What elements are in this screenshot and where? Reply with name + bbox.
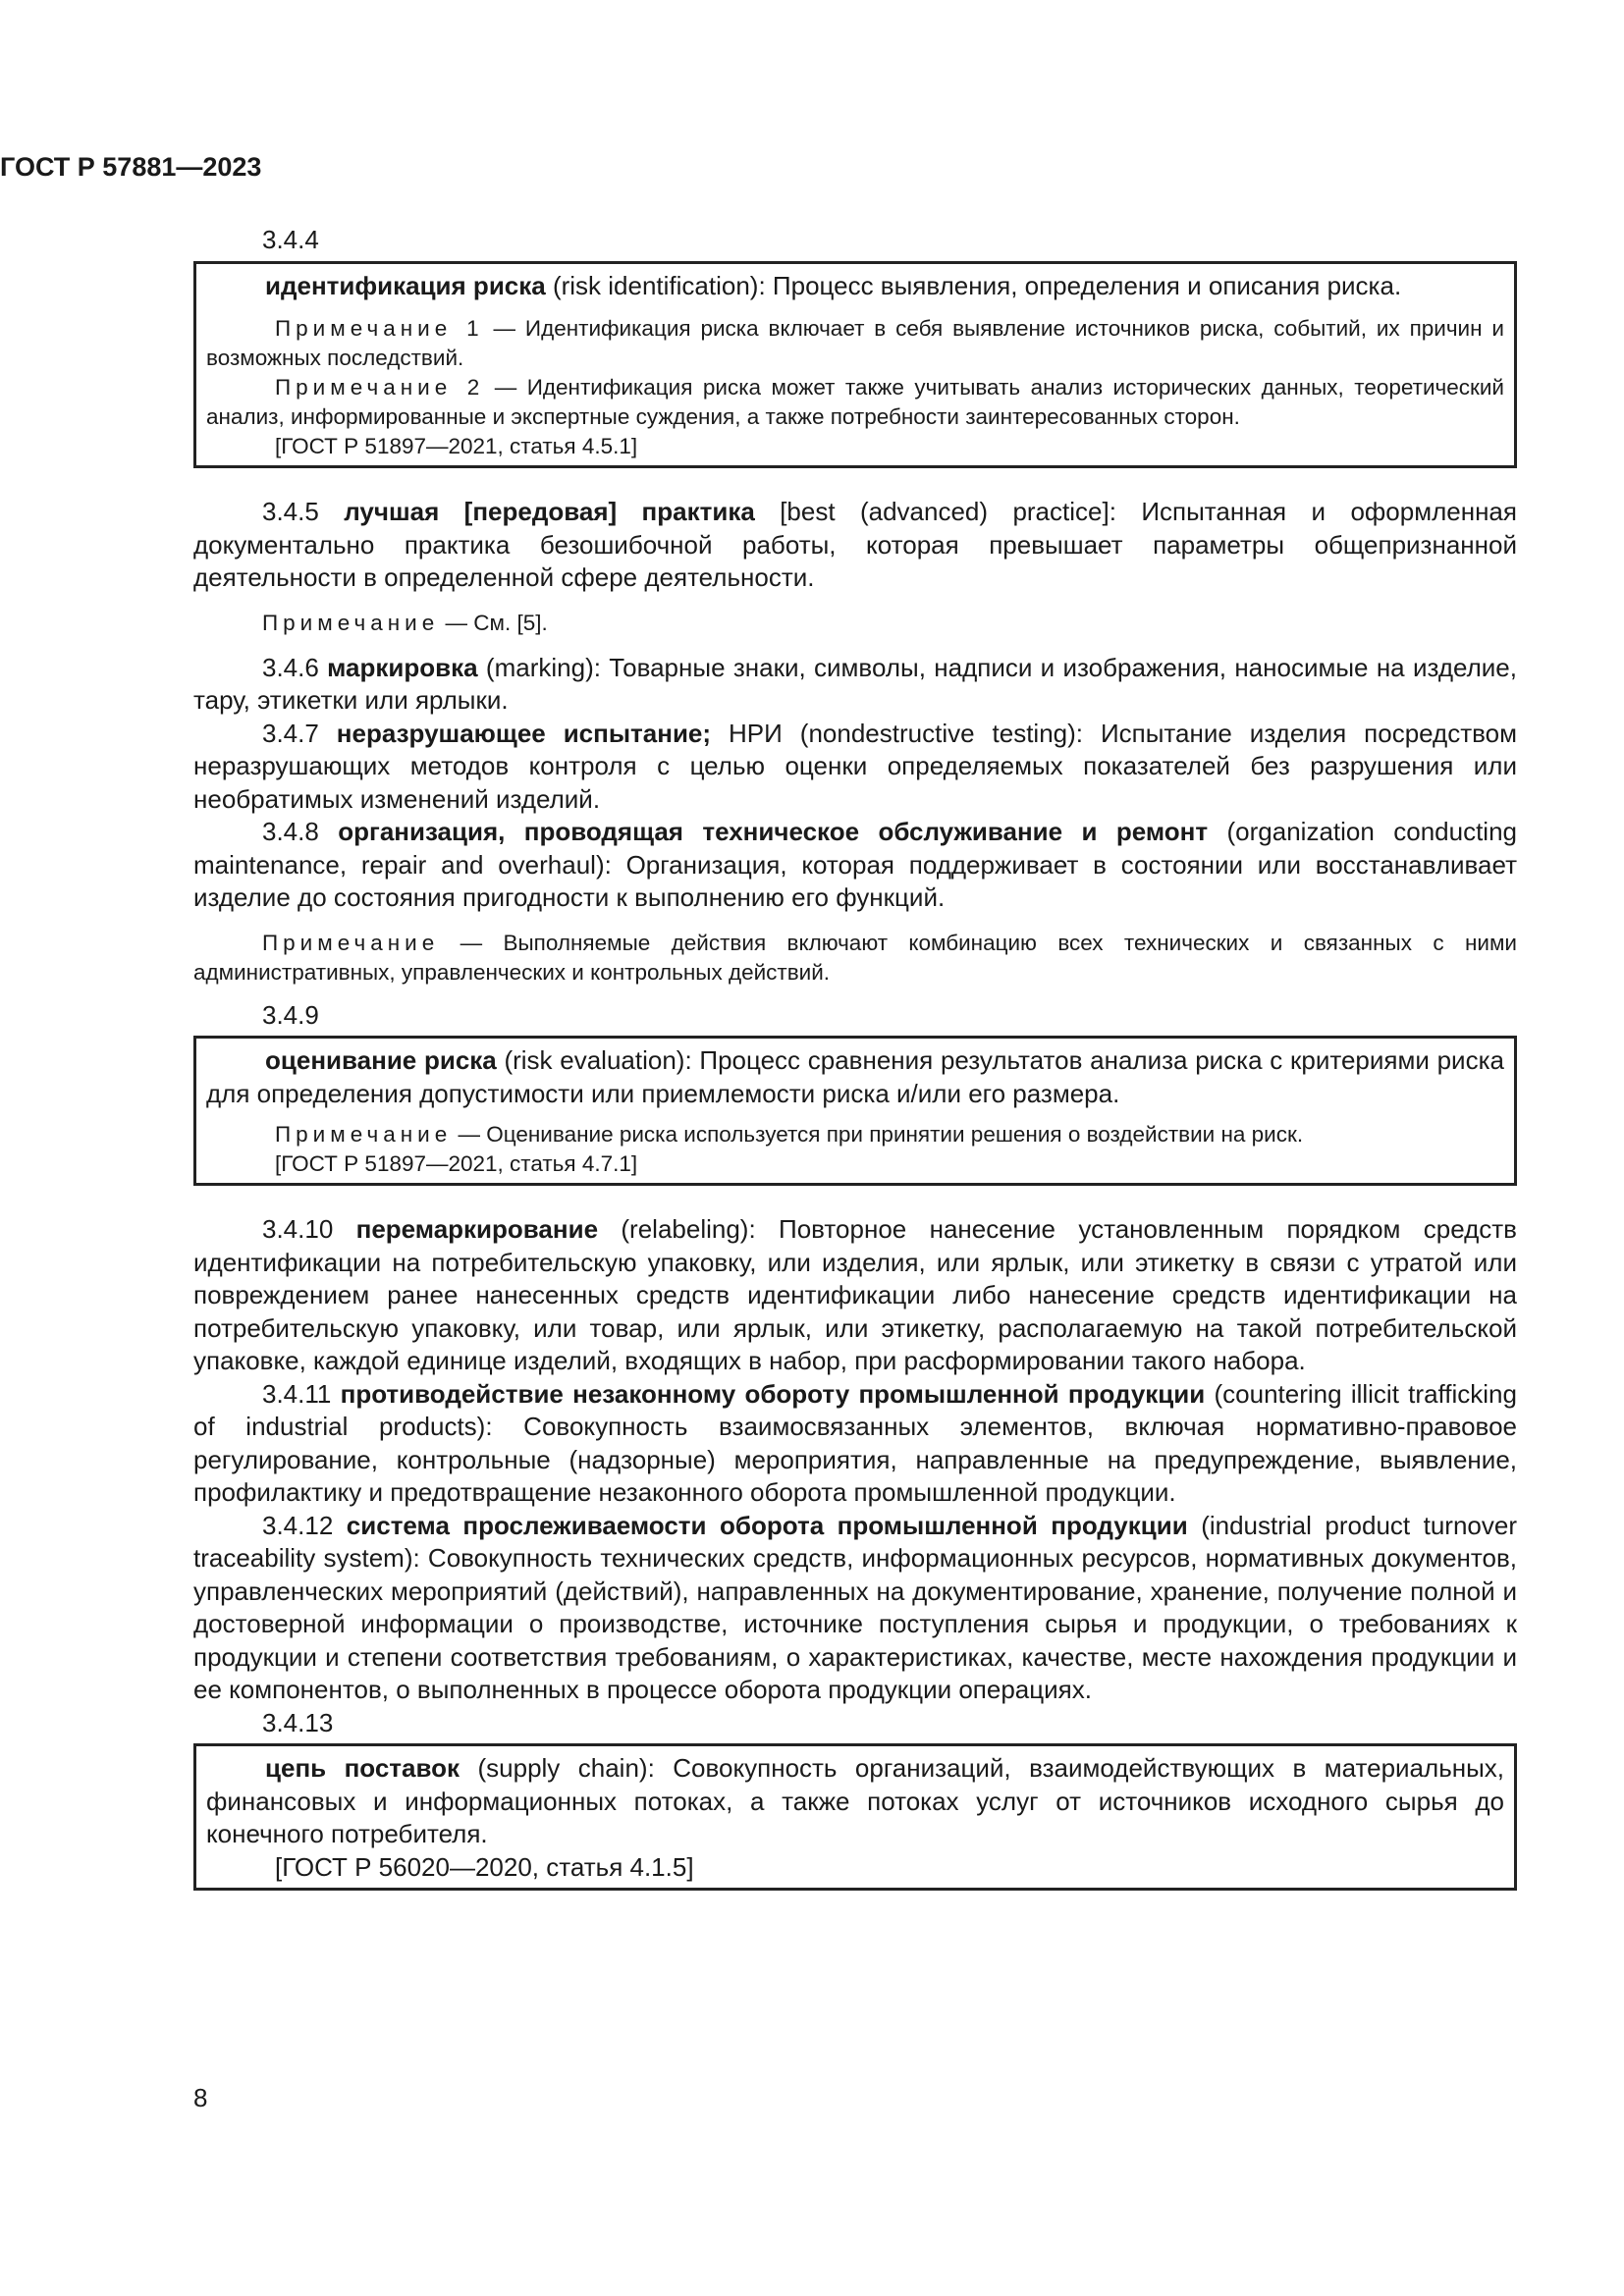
term: система прослеживаемости оборота промышленной продукции	[346, 1510, 1188, 1540]
source-reference: [ГОСТ Р 51897—2021, статья 4.5.1]	[275, 434, 638, 458]
term-box-3-4-4	[193, 261, 1517, 469]
note-label: Примечание	[275, 1122, 453, 1147]
source-reference: [ГОСТ Р 51897—2021, статья 4.7.1]	[275, 1151, 638, 1176]
term: идентификация риска	[265, 270, 546, 300]
definition: (industrial product turnover traceability system): Совокупность технических средств, информационных ресурсов, нормативных документов, управленческих мероприятий (действий), направленных на документирование, хранение, получение полной и достоверной информации о производстве, источнике поступления сырья и продукции, о требованиях к продукции и степени соответствия требованиям, о характеристиках, качестве, месте нахождения продукции и ее компонентов, о выполненных в процессе оборота продукции операциях.	[193, 1510, 1518, 1704]
term: организация, проводящая техническое обслуживание и ремонт	[338, 817, 1209, 846]
term-box-3-4-9	[193, 1036, 1517, 1186]
term-number: 3.4.9	[262, 999, 319, 1030]
note-text: — Идентификация риска включает в себя выявление источников риска, событий, их причин и возможных последствий.	[206, 316, 1504, 370]
term-definition	[193, 496, 1517, 595]
note	[206, 1120, 1504, 1149]
term: лучшая [передовая] практика	[344, 497, 755, 526]
term-definition	[193, 816, 1517, 915]
note	[193, 609, 1517, 638]
term-number: 3.4.5	[262, 497, 345, 526]
term-number: 3.4.13	[262, 1707, 334, 1737]
note-label: Примечание 1	[275, 316, 484, 341]
definition: (relabeling): Повторное нанесение установленным порядком средств идентификации на потребительскую упаковку, или изделия, или ярлык, или этикетку в связи с утратой или повреждением ранее нанесенных средств идентификации либо нанесение средств идентификации на потребительскую упаковку, или товар, или ярлык, или этикетку, располагаемую на такой потребительской упаковке, каждой единице изделий, входящих в набор, при расформировании такого набора.	[193, 1214, 1517, 1375]
note-text: — Выполняемые действия включают комбинацию всех технических и связанных с ними административных, управленческих и контрольных действий.	[193, 930, 1517, 985]
term-number: 3.4.4	[262, 225, 319, 254]
term: маркировка	[327, 652, 478, 682]
term-definition	[193, 1378, 1517, 1510]
note-text: — См. [5].	[439, 610, 548, 635]
term-definition	[206, 1752, 1504, 1851]
term: противодействие незаконному обороту промышленной продукции	[340, 1378, 1206, 1409]
term-definition	[206, 1044, 1504, 1110]
term: оценивание риска	[265, 1045, 497, 1075]
term-definition	[193, 652, 1517, 718]
term: цепь поставок	[265, 1753, 460, 1783]
definition: (risk identification): Процесс выявления, определения и описания риска.	[545, 270, 1402, 300]
note-label: Примечание 2	[275, 375, 485, 400]
note-label: Примечание	[262, 610, 440, 635]
definition: [best (advanced) practice]: Испытанная и оформленная документально практика безошибочной работы, которая превышает параметры общепризнанной деятельности в определенной сфере деятельности.	[193, 497, 1517, 592]
term-number: 3.4.7	[262, 718, 337, 748]
term-number: 3.4.6	[262, 652, 328, 682]
term-number: 3.4.12	[262, 1510, 347, 1540]
note	[193, 929, 1517, 988]
source-reference: [ГОСТ Р 56020—2020, статья 4.1.5]	[275, 1851, 694, 1882]
term-definition	[193, 1213, 1517, 1378]
term-number: 3.4.11	[262, 1378, 341, 1409]
term-number: 3.4.10	[262, 1214, 356, 1244]
note-label: Примечание	[262, 930, 440, 955]
definition: (supply chain): Совокупность организаций, взаимодействующих в материальных, финансовых и информационных потоках, а также потоках услуг от источников исходного сырья до конечного потребителя.	[206, 1753, 1505, 1848]
note-text: — Оценивание риска используется при принятии решения о воздействии на риск.	[452, 1122, 1304, 1147]
definition: (countering illicit trafficking of industrial products): Совокупность взаимосвязанных элементов, включая нормативно-правовое регулирование, контрольные (надзорные) мероприятия, направленные на предупреждение, выявление, профилактику и предотвращение незаконного оборота промышленной продукции.	[193, 1378, 1517, 1507]
definition: НРИ (nondestructive testing): Испытание изделия посредством неразрушающих методов контроля с целью оценки определяемых показателей без разрушения или необратимых изменений изделий.	[193, 718, 1517, 814]
note-text: — Идентификация риска может также учитывать анализ исторических данных, теоретический анализ, информированные и экспертные суждения, а также потребности заинтересованных сторон.	[206, 375, 1504, 429]
term-box-3-4-13	[193, 1743, 1517, 1891]
definition: (marking): Товарные знаки, символы, надписи и изображения, наносимые на изделие, тару, этикетки или ярлыки.	[193, 652, 1517, 715]
note	[206, 314, 1504, 373]
definition: (organization conducting maintenance, repair and overhaul): Организация, которая поддерживает в состоянии или восстанавливает изделие до состояния пригодности к выполнению его функций.	[193, 817, 1517, 912]
term-definition	[206, 270, 1504, 303]
term-definition	[193, 718, 1517, 817]
term: перемаркирование	[355, 1214, 599, 1244]
document-header: ГОСТ Р 57881—2023	[0, 152, 262, 182]
definition: (risk evaluation): Процесс сравнения результатов анализа риска с критериями риска для определения допустимости или приемлемости риска и/или его размера.	[206, 1045, 1504, 1108]
term: неразрушающее испытание;	[336, 718, 712, 748]
note	[206, 373, 1504, 432]
term-number: 3.4.8	[262, 817, 339, 846]
term-definition	[193, 1510, 1517, 1707]
page-body	[193, 224, 1517, 1891]
page-number: 8	[193, 2083, 208, 2112]
